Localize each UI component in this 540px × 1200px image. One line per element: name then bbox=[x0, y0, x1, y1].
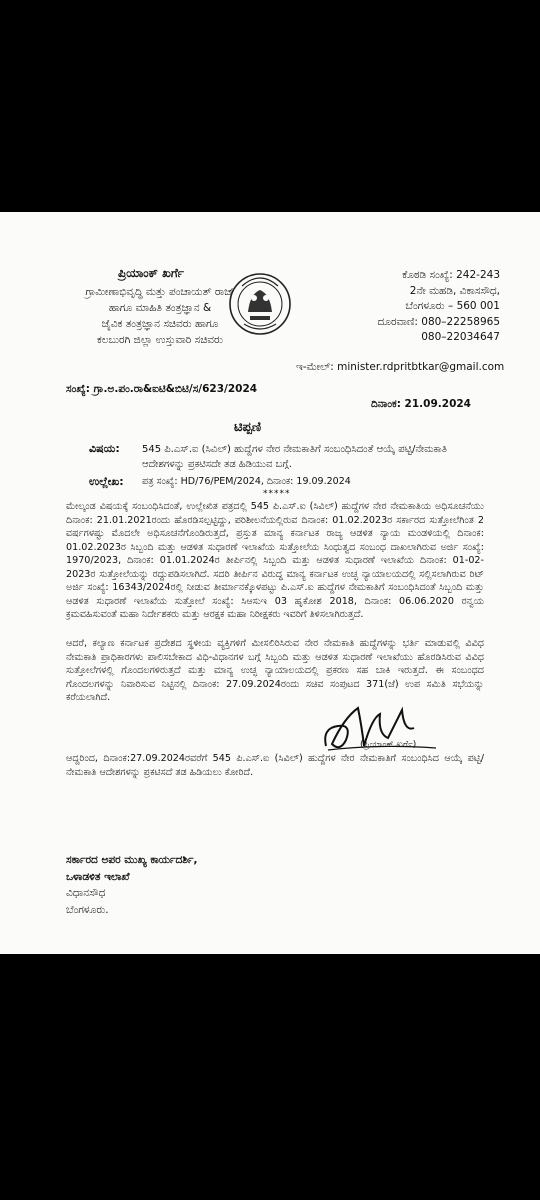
document-heading: ಟಿಪ್ಪಣಿ bbox=[234, 420, 262, 435]
title-line: ಹಾಗೂ ಮಾಹಿತಿ ತಂತ್ರಜ್ಞಾನ & bbox=[108, 302, 212, 314]
addressee-building: ವಿಧಾನಸೌಧ bbox=[66, 887, 106, 899]
body-paragraph-1: ಮೇಲ್ಕಂಡ ವಿಷಯಕ್ಕೆ ಸಂಬಂಧಿಸಿದಂತೆ, ಉಲ್ಲೇಖಿತ ಪತ್ರದಲ್ಲಿ 545 ಪಿ.ಎಸ್.ಐ (ಸಿವಿಲ್) ಹುದ್ದೆಗಳ ನೇರ ನೇಮಕಾತಿಯ ಅಧಿಸೂಚನೆಯು ದಿನಾಂಕ: 21.01.2021ರಂದು ಹೊರಡಿಸಲ್ಪಟ್ಟಿದ್ದು, ಪರಿಶೀಲನೆಯಲ್ಲಿರುವ ದಿನಾಂಕ: 01.02.2023ರ ಸರ್ಕಾರದ ಸುತ್ತೋಲೆಗಿಂತ 2 ವರ್ಷಗಳಷ್ಟು ಮೊದಲೇ ಅಧಿಸೂಚನೆಗೊಂಡಿರುತ್ತದೆ, ಪ್ರಸ್ತುತ ಮಾನ್ಯ ಕರ್ನಾಟಕ ರಾಜ್ಯ ಆಡಳಿತ ನ್ಯಾಯ ಮಂಡಳಿಯಲ್ಲಿ ದಿನಾಂಕ: 01.02.2023ರ ಸಿಬ್ಬಂದಿ ಮತ್ತು ಆಡಳಿತ ಸುಧಾರಣೆ ಇಲಾಖೆಯ ಸುತ್ತೋಲೆಯ ಸಿಂಧುತ್ವದ ಸಂಬಂಧ ದಾಖಲಾಗಿರುವ ಅರ್ಜಿ ಸಂಖ್ಯೆ: 1970/2023, ದಿನಾಂಕ: 01.01.2024ರ ತೀರ್ಪಿನಲ್ಲಿ ಸಿಬ್ಬಂದಿ ಮತ್ತು ಆಡಳಿತ ಸುಧಾರಣೆ ಇಲಾಖೆಯ ದಿನಾಂಕ: 01-02-2023ರ ಸುತ್ತೋಲೆಯನ್ನು ರದ್ದುಪಡಿಸಲಾಗಿದೆ. ಸದರಿ ತೀರ್ಪಿನ ವಿರುದ್ಧ ಮಾನ್ಯ ಕರ್ನಾಟಕ ಉಚ್ಛ ನ್ಯಾಯಾಲಯದಲ್ಲಿ ಸಲ್ಲಿಸಲಾಗಿರುವ ರಿಟ್ ಅರ್ಜಿ ಸಂಖ್ಯೆ: 16343/2024ರಲ್ಲಿ ನೀಡುವ ತೀರ್ಮಾನಕ್ಕೊಳಪಟ್ಟು ಪಿ.ಎಸ್.ಐ ಹುದ್ದೆಗಳ ನೇಮಕಾತಿಗೆ ಸಂಬಂಧಿಸಿದಂತೆ ಸಿಬ್ಬಂದಿ ಮತ್ತು ಆಡಳಿತ ಸುಧಾರಣೆ ಇಲಾಖೆಯ ಸುತ್ತೋಲೆ ಸಂಖ್ಯೆ: ಸಿಆಸುಇ 03 ಹೃಕೋಶ 2018, ದಿನಾಂಕ: 06.06.2020 ರನ್ವಯ ಕ್ರಮವಹಿಸುವಂತೆ ಮಹಾ ನಿರ್ದೇಶಕರು ಮತ್ತು ಆರಕ್ಷಕ ಮಹಾ ನಿರೀಕ್ಷಕರು ಇವರಿಗೆ ತಿಳಿಸಲಾಗಿರುತ್ತದೆ. bbox=[66, 501, 484, 620]
addressee-designation: ಸರ್ಕಾರದ ಅಪರ ಮುಖ್ಯ ಕಾರ್ಯದರ್ಶಿ, bbox=[66, 854, 198, 866]
addressee-block bbox=[66, 852, 197, 918]
title-line: ಕಲಬುರಗಿ ಜಿಲ್ಲಾ ಉಸ್ತುವಾರಿ ಸಚಿವರು bbox=[97, 334, 223, 346]
reference-label: ಉಲ್ಲೇಖ: bbox=[89, 475, 124, 488]
subject-label: ವಿಷಯ: bbox=[89, 442, 120, 455]
karnataka-emblem-icon bbox=[228, 264, 292, 348]
signatory-name: (ಪ್ರಿಯಾಂಕ್ ಖರ್ಗೆ) bbox=[360, 740, 417, 750]
letter-date: ದಿನಾಂಕ: 21.09.2024 bbox=[371, 398, 471, 410]
body-paragraph-2: ಆದರೆ, ಕಲ್ಯಾಣ ಕರ್ನಾಟಕ ಪ್ರದೇಶದ ಸ್ಥಳೀಯ ವ್ಯಕ್ತಿಗಳಿಗೆ ಮೀಸಲಿರಿಸಿರುವ ನೇರ ನೇಮಕಾತಿ ಹುದ್ದೆಗಳನ್ನು ಭರ್ತಿ ಮಾಡುವಲ್ಲಿ ವಿವಿಧ ನೇಮಕಾತಿ ಪ್ರಾಧಿಕಾರಗಳು ಪಾಲಿಸಬೇಕಾದ ವಿಧಿ-ವಿಧಾನಗಳ ಬಗ್ಗೆ ಸಿಬ್ಬಂದಿ ಮತ್ತು ಆಡಳಿತ ಸುಧಾರಣೆ ಇಲಾಖೆಯು ಹೊರಡಿಸಿರುವ ವಿವಿಧ ಸುತ್ತೋಲೆಗಳಲ್ಲಿ ಗೊಂದಲಗಳಿರುತ್ತದೆ ಮತ್ತು ಮಾನ್ಯ ಉಚ್ಛ ನ್ಯಾಯಾಲಯದಲ್ಲಿ ಪ್ರಕರಣ ಸಹ ಬಾಕಿ ಇರುತ್ತದೆ. ಈ ಸಂಬಂಧದ ಗೊಂದಲಗಳನ್ನು ನಿವಾರಿಸುವ ನಿಟ್ಟಿನಲ್ಲಿ ದಿನಾಂಕ: 27.09.2024ರಂದು ಸಚಿವ ಸಂಪುಟದ 371(ಜೆ) ಉಪ ಸಮಿತಿ ಸಭೆಯನ್ನು ಕರೆಯಲಾಗಿದೆ. bbox=[66, 638, 484, 703]
reference-number: ಸಂಖ್ಯೆ: ಗ್ರಾ.ಅ.ಪಂ.ರಾ&ಐಟಿ&ಬಿಟಿ/ಸ/623/2024 bbox=[66, 383, 258, 395]
addressee-city: ಬೆಂಗಳೂರು. bbox=[66, 903, 109, 916]
addressee-department: ಒಳಾಡಳಿತ ಇಲಾಖೆ bbox=[66, 870, 130, 883]
contact-block bbox=[377, 268, 500, 346]
room-number: ಕೊಠಡಿ ಸಂಖ್ಯೆ: 242-243 bbox=[402, 269, 500, 281]
reference-text: ಪತ್ರ ಸಂಖ್ಯೆ: HD/76/PEM/2024, ದಿನಾಂಕ: 19.09.2024 bbox=[142, 476, 351, 487]
minister-name: ಪ್ರಿಯಾಂಕ್ ಖರ್ಗೆ bbox=[118, 266, 185, 280]
title-line: ಗ್ರಾಮೀಣಾಭಿವೃದ್ಧಿ ಮತ್ತು ಪಂಚಾಯತ್ ರಾಜ್ bbox=[85, 286, 235, 298]
document-page bbox=[0, 212, 540, 954]
email-address: ಇ-ಮೇಲ್: minister.rdpritbtkar@gmail.com bbox=[296, 361, 505, 373]
phone-1: ದೂರವಾಣಿ: 080–22258965 bbox=[377, 315, 500, 328]
subject-text: 545 ಪಿ.ಎಸ್.ಐ (ಸಿವಿಲ್) ಹುದ್ದೆಗಳ ನೇರ ನೇಮಕಾತಿಗೆ ಸಂಬಂಧಿಸಿದಂತೆ ಆಯ್ಕೆ ಪಟ್ಟಿ/ನೇಮಕಾತಿ ಆದೇಶಗಳನ್ನು ಪ್ರಕಟಿಸದೇ ತಡ ಹಿಡಿಯುವ ಬಗ್ಗೆ. bbox=[142, 444, 448, 470]
title-line: ಜೈವಿಕ ತಂತ್ರಜ್ಞಾನ ಸಚಿವರು ಹಾಗೂ bbox=[101, 318, 219, 330]
city-pincode: ಬೆಂಗಳೂರು – 560 001 bbox=[405, 300, 500, 312]
body-paragraph-3: ಆದ್ದರಿಂದ, ದಿನಾಂಕ:27.09.2024ರವರೆಗೆ 545 ಪಿ.ಎಸ್.ಐ (ಸಿವಿಲ್) ಹುದ್ದೆಗಳ ನೇರ ನೇಮಕಾತಿಗೆ ಸಂಬಂಧಿಸಿದ ಆಯ್ಕೆ ಪಟ್ಟಿ/ನೇಮಕಾತಿ ಆದೇಶಗಳನ್ನು ಪ್ರಕಟಿಸದೆ ತಡ ಹಿಡಿಯಲು ಕೋರಿದೆ. bbox=[66, 753, 484, 778]
phone-2: 080–22034647 bbox=[421, 331, 500, 343]
separator: ***** bbox=[263, 489, 291, 499]
floor-address: 2ನೇ ಮಹಡಿ, ವಿಕಾಸಸೌಧ, bbox=[409, 284, 500, 297]
